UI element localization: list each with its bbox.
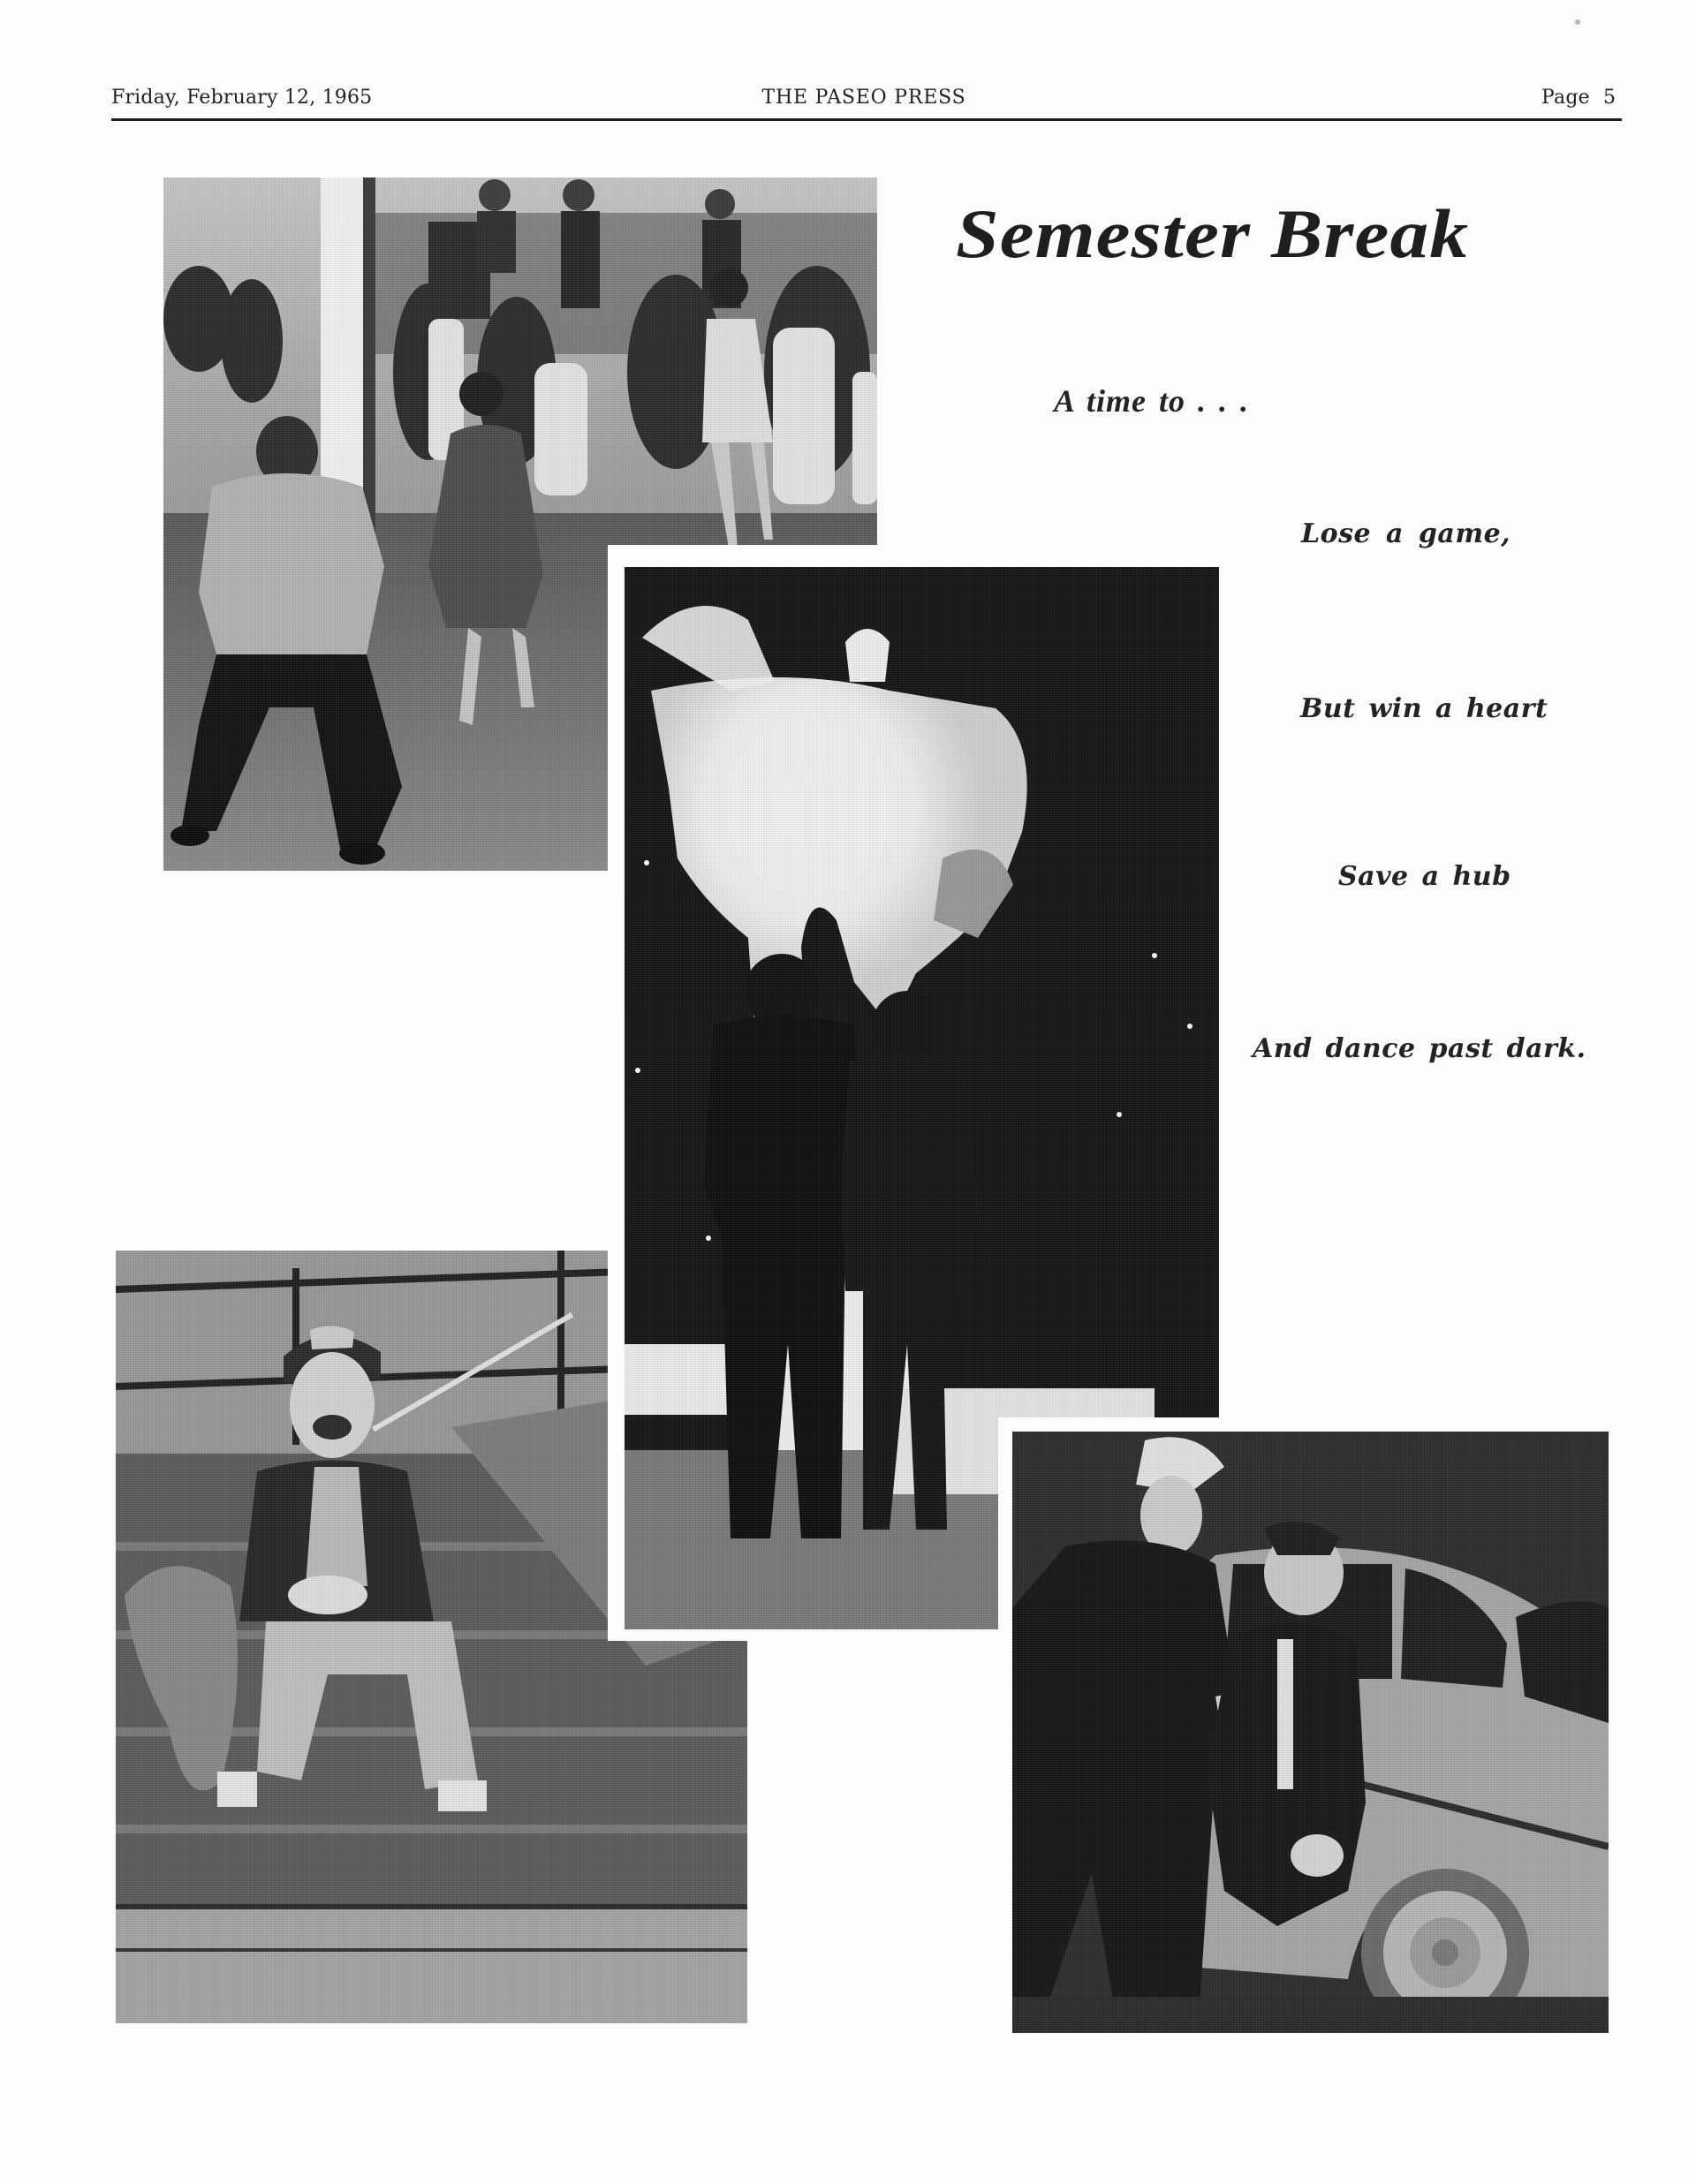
paper-speck — [1575, 19, 1580, 25]
photo-policeman-and-car — [1012, 1432, 1609, 2033]
poem-line: Lose a game, — [1301, 518, 1511, 549]
feature-intro: A time to . . . — [1054, 383, 1250, 419]
poem-line: And dance past dark. — [1253, 1033, 1586, 1064]
issue-date: Friday, February 12, 1965 — [111, 87, 373, 109]
poem-line: But win a heart — [1300, 693, 1548, 724]
poem-line: Save a hub — [1338, 861, 1511, 892]
car-scene-image — [1012, 1432, 1609, 2033]
masthead-rule — [111, 118, 1622, 121]
page-number: Page 5 — [1541, 87, 1616, 109]
feature-headline: Semester Break — [956, 195, 1470, 272]
publication-name: THE PASEO PRESS — [761, 87, 966, 109]
